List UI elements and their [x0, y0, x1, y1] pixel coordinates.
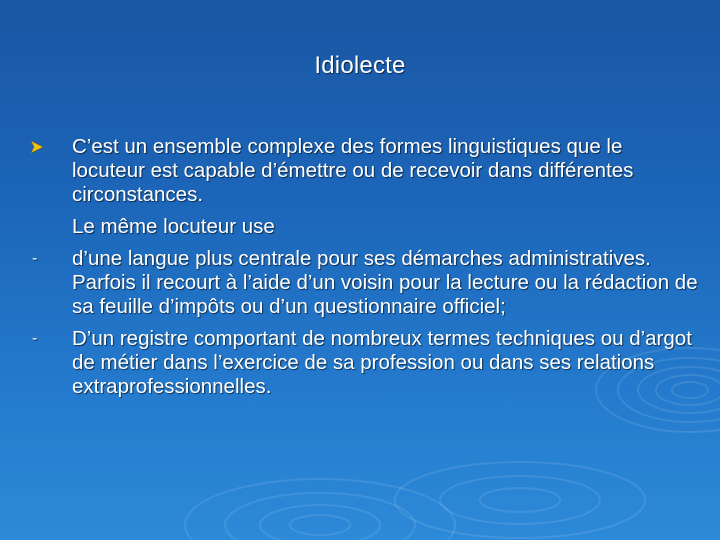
paragraph-text: C’est un ensemble complexe des formes linguistiques que le locuteur est capable d’émettre ou de recevoir dans différentes circonstances.	[72, 135, 634, 206]
dash-paragraph-administrative	[30, 247, 700, 319]
paragraph-text: d’une langue plus centrale pour ses démarches administratives. Parfois il recourt à l’aide d’un voisin pour la lecture ou la rédaction de sa feuille d’impôts ou d’un questionnaire officiel;	[72, 247, 698, 318]
slide-body	[30, 135, 700, 399]
dash-bullet: -	[32, 250, 38, 267]
dash-paragraph-register	[30, 327, 700, 399]
dash-bullet: -	[32, 330, 38, 347]
paragraph-text: Le même locuteur use	[72, 215, 275, 238]
paragraph-text: D’un registre comportant de nombreux termes techniques ou d’argot de métier dans l’exercice de sa profession ou dans ses relations extraprofessionnelles.	[72, 327, 692, 398]
arrowhead-bullet-icon	[30, 135, 60, 159]
paragraph-intro	[30, 215, 700, 239]
bullet-paragraph-definition	[30, 135, 700, 207]
slide-title: Idiolecte	[314, 52, 406, 79]
